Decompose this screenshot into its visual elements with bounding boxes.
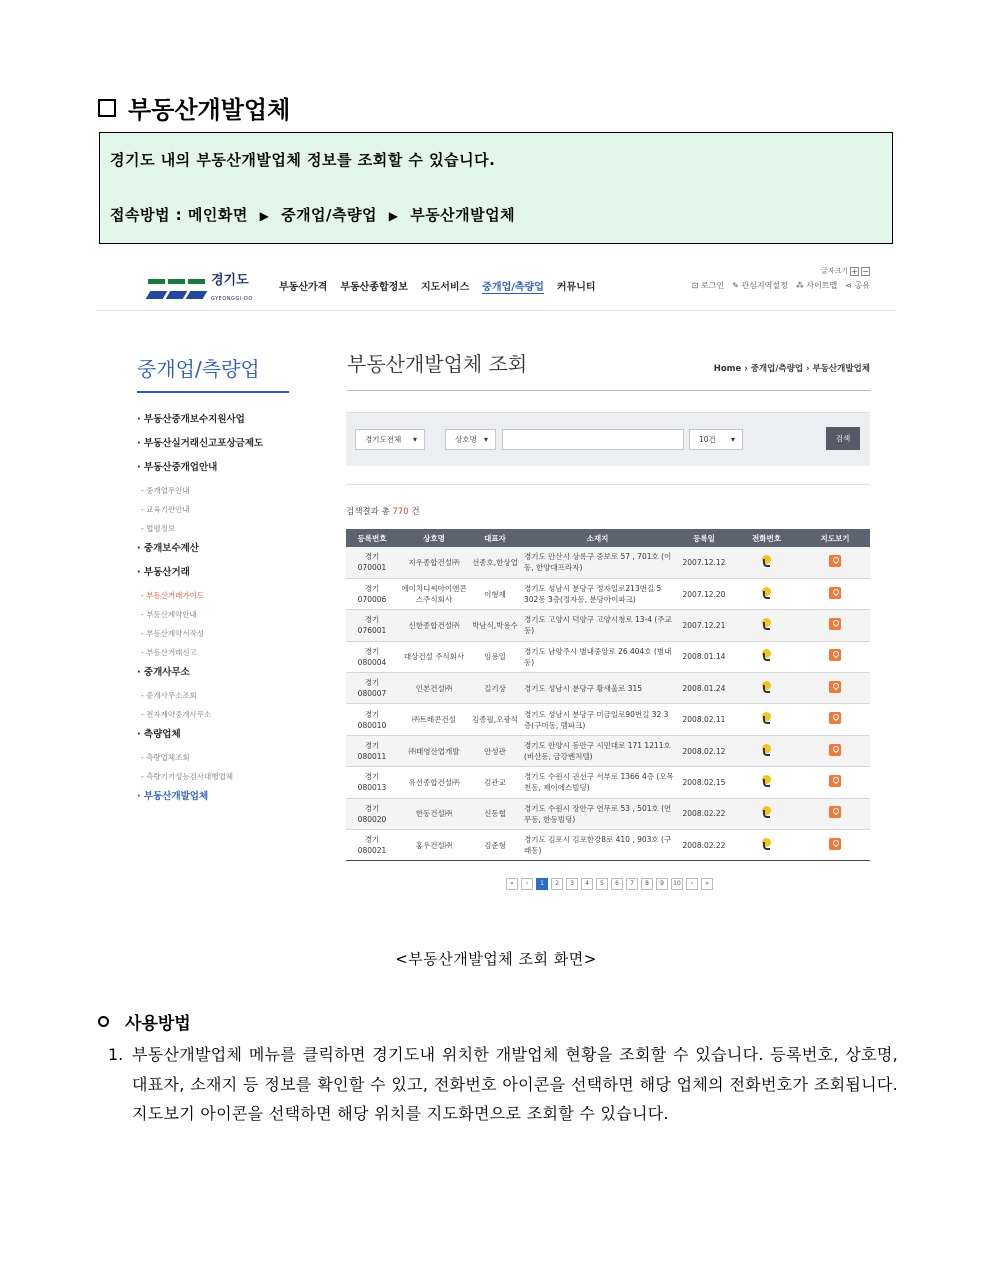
map-cell: [800, 673, 870, 704]
result-count: 검색결과 총 770 건: [346, 507, 420, 517]
column-header: 전화번호: [733, 529, 800, 547]
reg-date: 2008.02.12: [675, 735, 733, 766]
company-name: 대상건설 주식회사: [398, 641, 470, 672]
address: 경기도 수원시 권선구 서부로 1366 4층 (오목천동, 제이에스빌딩): [520, 767, 675, 798]
address: 경기도 성남시 분당구 미금일로90번길 32 3층(구미동, 멤파크): [520, 704, 675, 735]
site-logo[interactable]: [148, 274, 253, 303]
map-pin-icon[interactable]: [829, 712, 841, 724]
sidebar-menu: [137, 412, 297, 813]
company-name: 인본건설㈜: [398, 673, 470, 704]
utility-menu: [692, 280, 870, 291]
table-row: [346, 641, 870, 672]
sidebar-subitem[interactable]: - 부동산거래신고: [141, 648, 197, 657]
phone-cell: [733, 830, 800, 861]
website-screenshot: [96, 258, 896, 908]
search-button[interactable]: 검색: [826, 427, 860, 450]
reg-date: 2007.12.20: [675, 578, 733, 609]
title-divider: [347, 390, 871, 391]
map-pin-icon[interactable]: [829, 681, 841, 693]
reg-number: 경기 076001: [346, 610, 398, 641]
address: 경기도 김포시 김포한강8로 410 , 903호 (구래동): [520, 830, 675, 861]
address: 경기도 고양시 덕양구 고양시청로 13-4 (주교동): [520, 610, 675, 641]
reg-number: 경기 070006: [346, 578, 398, 609]
page-button[interactable]: 5: [596, 878, 608, 890]
phone-icon[interactable]: [761, 775, 773, 787]
column-header: 상호명: [398, 529, 470, 547]
sidebar-item[interactable]: · 측량업체: [137, 729, 181, 740]
page-button[interactable]: 2: [551, 878, 563, 890]
section-title-text: 부동산개발업체: [128, 96, 291, 124]
share-link[interactable]: ⋖ 공유: [845, 281, 870, 290]
map-cell: [800, 767, 870, 798]
map-pin-icon[interactable]: [829, 649, 841, 661]
representative: 길기상: [470, 673, 520, 704]
company-name: 홍우건설㈜: [398, 830, 470, 861]
reg-number: 경기 080020: [346, 798, 398, 829]
address: 경기도 남양주시 별내중앙로 26 404호 (별내동): [520, 641, 675, 672]
sidebar-item[interactable]: · 부동산중개보수지원사업: [137, 414, 245, 425]
logo-mark-icon: [148, 279, 205, 299]
table-header: [346, 529, 870, 547]
phone-icon[interactable]: [761, 587, 773, 599]
reg-date: 2007.12.12: [675, 547, 733, 578]
phone-icon[interactable]: [761, 744, 773, 756]
phone-icon[interactable]: [761, 681, 773, 693]
reg-number: 경기 080007: [346, 673, 398, 704]
phone-icon[interactable]: [761, 712, 773, 724]
arrow-right-icon: ▶: [259, 209, 270, 223]
sidebar-item[interactable]: · 부동산중개업안내: [137, 462, 218, 473]
site-header: [96, 258, 896, 311]
company-name: 에이치디씨아이앤콘스주식회사: [398, 578, 470, 609]
map-cell: [800, 798, 870, 829]
font-size-control: [821, 266, 870, 276]
phone-cell: [733, 704, 800, 735]
table-body: [346, 547, 870, 861]
phone-cell: [733, 767, 800, 798]
search-divider: [346, 484, 870, 485]
table-row: [346, 767, 870, 798]
login-link[interactable]: ⊡ 로그인: [691, 281, 725, 290]
sidebar-subitem[interactable]: - 중개사무소조회: [141, 691, 197, 700]
representative: 이형재: [470, 578, 520, 609]
map-pin-icon[interactable]: [829, 775, 841, 787]
reg-date: 2008.01.14: [675, 641, 733, 672]
nav-item-brokerage[interactable]: 중개업/측량업: [482, 278, 544, 294]
page-button[interactable]: 7: [626, 878, 638, 890]
address: 경기도 안산시 상록구 중보로 57 , 701호 (이동, 한양대프라자): [520, 547, 675, 578]
column-header: 소재지: [520, 529, 675, 547]
info-box: [99, 132, 893, 244]
address: 경기도 수원시 장안구 연무로 53 , 501호 (연무동, 한동빌딩): [520, 798, 675, 829]
sidebar-subitem[interactable]: - 부동산계약안내: [141, 610, 197, 619]
reg-date: 2008.02.11: [675, 704, 733, 735]
reg-number: 경기 080010: [346, 704, 398, 735]
map-cell: [800, 641, 870, 672]
company-name: 신한종합건설㈜: [398, 610, 470, 641]
map-pin-icon[interactable]: [829, 618, 841, 630]
map-cell: [800, 830, 870, 861]
sidebar-subitem[interactable]: - 측량업체조회: [141, 753, 190, 762]
reg-date: 2008.01.24: [675, 673, 733, 704]
column-header: 대표자: [470, 529, 520, 547]
page-button[interactable]: 1: [536, 878, 548, 890]
access-step-1: 중개업/측량업: [281, 206, 377, 224]
address: 경기도 성남시 분당구 황새울로 315: [520, 673, 675, 704]
main-nav: [279, 278, 596, 294]
page-button[interactable]: 3: [566, 878, 578, 890]
sidebar-title: 중개업/측량업: [137, 357, 260, 381]
representative: 김종필,오광석: [470, 704, 520, 735]
access-step-2: 부동산개발업체: [410, 206, 516, 224]
pagination: [506, 878, 713, 890]
page-button[interactable]: ‹: [521, 878, 533, 890]
nav-item-community[interactable]: 커뮤니티: [556, 282, 596, 293]
map-cell: [800, 610, 870, 641]
phone-cell: [733, 673, 800, 704]
page-button[interactable]: «: [506, 878, 518, 890]
table-row: [346, 610, 870, 641]
section-title: [98, 90, 290, 125]
access-label: 접속방법 : 메인화면: [110, 206, 248, 224]
info-access-path: [110, 204, 882, 225]
bullet-circle-icon: [98, 1016, 109, 1027]
sidebar-subitem[interactable]: - 교육기관안내: [141, 505, 190, 514]
reg-number: 경기 080004: [346, 641, 398, 672]
column-header: 등록일: [675, 529, 733, 547]
search-panel: [346, 412, 870, 466]
map-pin-icon[interactable]: [829, 587, 841, 599]
page-button[interactable]: ›: [686, 878, 698, 890]
per-page-select[interactable]: 10건 ▾: [689, 429, 743, 450]
representative: 김준형: [470, 830, 520, 861]
page-button[interactable]: 9: [656, 878, 668, 890]
representative: 김관교: [470, 767, 520, 798]
company-name: 한동건설㈜: [398, 798, 470, 829]
map-cell: [800, 547, 870, 578]
map-pin-icon[interactable]: [829, 555, 841, 567]
sidebar-item[interactable]: · 부동산실거래신고포상금제도: [137, 438, 264, 449]
sidebar-subitem[interactable]: - 법령정보: [141, 524, 176, 533]
column-header: 등록번호: [346, 529, 398, 547]
reg-number: 경기 080011: [346, 735, 398, 766]
region-select[interactable]: 경기도전체 ▾: [355, 429, 425, 450]
usage-item: [108, 1040, 898, 1129]
sidebar-item[interactable]: · 부동산거래: [137, 567, 190, 578]
logo-text-en: GYEONGGI-DO: [211, 296, 253, 302]
representative: 선종호,한상업: [470, 547, 520, 578]
sidebar-item[interactable]: · 부동산개발업체: [137, 791, 209, 802]
map-pin-icon[interactable]: [829, 744, 841, 756]
sidebar-subitem[interactable]: - 중개업무안내: [141, 486, 190, 495]
sidebar-item[interactable]: · 중개보수계산: [137, 543, 199, 554]
arrow-right-icon: ▶: [388, 209, 399, 223]
sidebar-item[interactable]: · 중개사무소: [137, 667, 190, 678]
map-pin-icon[interactable]: [829, 838, 841, 850]
address: 경기도 성남시 분당구 정자일로213번길 5 302동 3층(정자동, 분당아이파크): [520, 578, 675, 609]
page-button[interactable]: 8: [641, 878, 653, 890]
info-description: 경기도 내의 부동산개발업체 정보를 조회할 수 있습니다.: [110, 151, 496, 169]
font-size-label: 글자크기: [820, 267, 848, 275]
search-input[interactable]: [502, 429, 684, 450]
address: 경기도 안양시 동안구 시민대로 171 1211호(비산동, 금강벤처텔): [520, 735, 675, 766]
sidebar-subitem[interactable]: - 부동산계약서작성: [141, 629, 205, 638]
table-row: [346, 547, 870, 578]
sidebar-subitem[interactable]: - 부동산거래가이드: [141, 591, 205, 600]
phone-icon[interactable]: [761, 806, 773, 818]
page-button[interactable]: »: [701, 878, 713, 890]
page-button[interactable]: 10: [671, 878, 683, 890]
representative: 박남식,박용수: [470, 610, 520, 641]
reg-date: 2008.02.15: [675, 767, 733, 798]
phone-cell: [733, 798, 800, 829]
table-row: [346, 673, 870, 704]
phone-cell: [733, 610, 800, 641]
usage-item-text: 부동산개발업체 메뉴를 클릭하면 경기도내 위치한 개발업체 현황을 조회할 수 있습니다. 등록번호, 상호명, 대표자, 소재지 등 정보를 확인할 수 있고, 전화번호 아이콘을 선택하면 해당 업체의 전화번호가 조회됩니다. 지도보기 아이콘을 선택하면 해당 위치를 지도화면으로 조회할 수 있습니다.: [132, 1045, 898, 1123]
sidebar-subitem[interactable]: - 전자계약중개사무소: [141, 710, 212, 719]
phone-icon[interactable]: [761, 649, 773, 661]
map-cell: [800, 578, 870, 609]
column-header: 지도보기: [800, 529, 870, 547]
nav-item-map[interactable]: 지도서비스: [420, 282, 470, 293]
figure-caption: <부동산개발업체 조회 화면>: [395, 950, 597, 968]
result-count-value: 770: [392, 507, 409, 517]
table-row: [346, 578, 870, 609]
company-name: 지우종합건설㈜: [398, 547, 470, 578]
reg-number: 경기 080013: [346, 767, 398, 798]
reg-number: 경기 070001: [346, 547, 398, 578]
phone-cell: [733, 641, 800, 672]
phone-icon[interactable]: [761, 555, 773, 567]
reg-number: 경기 080021: [346, 830, 398, 861]
sidebar-subitem[interactable]: - 측량기기성능검사대행업체: [141, 772, 234, 781]
phone-icon[interactable]: [761, 838, 773, 850]
region-setting-link[interactable]: ✎ 관심지역설정: [732, 281, 788, 290]
representative: 임용일: [470, 641, 520, 672]
page-title: 부동산개발업체 조회: [347, 352, 528, 376]
phone-cell: [733, 735, 800, 766]
company-name: 유선종합건설㈜: [398, 767, 470, 798]
company-name: ㈜태영산업개발: [398, 735, 470, 766]
results-table: [346, 529, 870, 861]
usage-title: 사용방법: [98, 1009, 191, 1034]
reg-date: 2008.02.22: [675, 830, 733, 861]
phone-icon[interactable]: [761, 618, 773, 630]
map-cell: [800, 735, 870, 766]
logo-text-ko: 경기도: [211, 273, 249, 288]
checkbox-icon: [98, 99, 116, 117]
table-row: [346, 704, 870, 735]
table-row: [346, 830, 870, 861]
representative: 안성관: [470, 735, 520, 766]
font-minus-button[interactable]: −: [862, 266, 869, 276]
table-row: [346, 798, 870, 829]
phone-cell: [733, 547, 800, 578]
usage-item-number: 1.: [108, 1045, 124, 1064]
table-row: [346, 735, 870, 766]
reg-date: 2008.02.22: [675, 798, 733, 829]
page-button[interactable]: 6: [611, 878, 623, 890]
field-select[interactable]: 상호명 ▾: [445, 429, 496, 450]
sitemap-link[interactable]: ⁂ 사이트맵: [795, 281, 838, 290]
map-cell: [800, 704, 870, 735]
sidebar-title-underline: [137, 391, 289, 393]
company-name: ㈜트레콘건설: [398, 704, 470, 735]
nav-item-price[interactable]: 부동산가격: [279, 282, 328, 293]
representative: 신동협: [470, 798, 520, 829]
page-button[interactable]: 4: [581, 878, 593, 890]
map-pin-icon[interactable]: [829, 806, 841, 818]
phone-cell: [733, 578, 800, 609]
font-plus-button[interactable]: +: [851, 266, 858, 276]
breadcrumb: Home › 중개업/측량업 › 부동산개발업체: [713, 364, 870, 374]
reg-date: 2007.12.21: [675, 610, 733, 641]
nav-item-info[interactable]: 부동산종합정보: [340, 282, 408, 293]
